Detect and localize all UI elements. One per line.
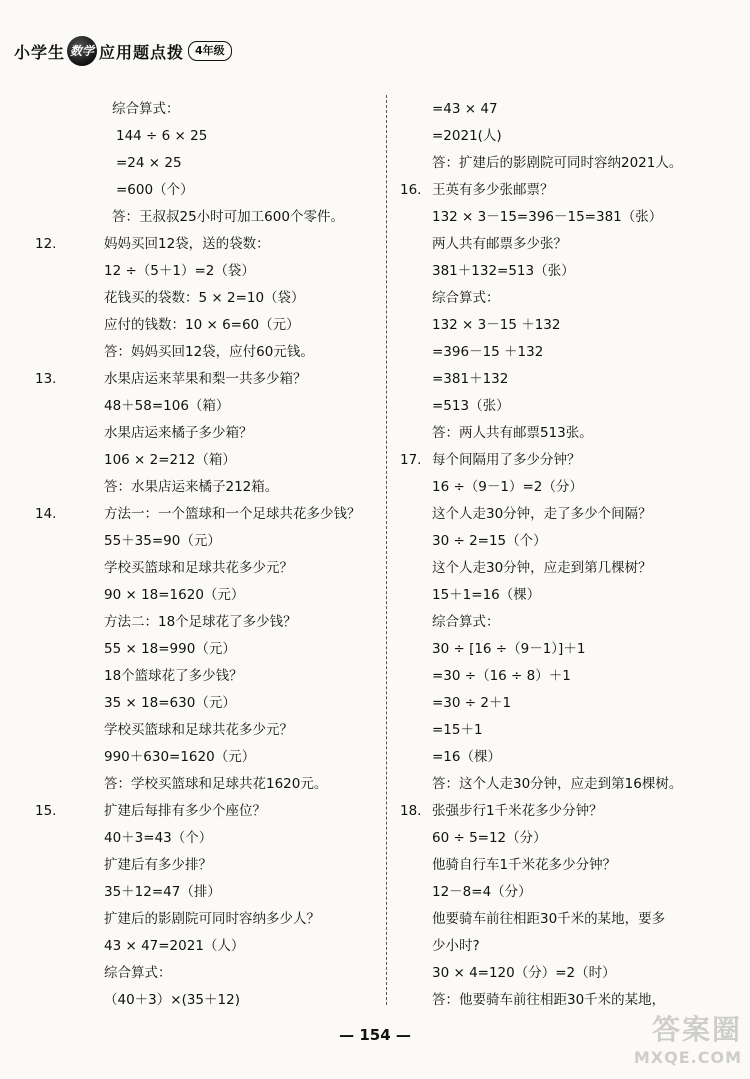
text-line <box>396 339 726 366</box>
line-text: 综合算式： <box>104 965 172 981</box>
question-number: 15. <box>35 803 57 819</box>
line-text: =513（张） <box>432 398 510 414</box>
line-text: 48＋58=106（箱） <box>104 398 230 414</box>
text-line <box>396 501 726 528</box>
line-text: 18个篮球花了多少钱？ <box>104 668 243 684</box>
line-text: 这个人走30分钟，走了多少个间隔？ <box>432 506 652 522</box>
question-number: 18. <box>400 803 422 819</box>
text-line <box>396 150 726 177</box>
line-text: 答：妈妈买回12袋，应付60元钱。 <box>104 344 314 360</box>
math-ball-icon: 数学 <box>67 36 97 66</box>
line-text: =381＋132 <box>432 371 509 387</box>
line-text: =600（个） <box>116 182 194 198</box>
grade-badge: 4年级 <box>188 41 232 61</box>
text-line <box>396 798 726 825</box>
text-line <box>396 852 726 879</box>
line-text: 12－8=4（分） <box>432 884 532 900</box>
watermark-url: MXQE.COM <box>633 1048 742 1067</box>
line-text: （40＋3）×(35＋12) <box>104 992 240 1008</box>
text-line <box>396 285 726 312</box>
text-line <box>396 717 726 744</box>
text-line <box>396 231 726 258</box>
text-line <box>70 933 410 960</box>
line-text: 40＋3=43（个） <box>104 830 213 846</box>
line-text: 学校买篮球和足球共花多少元？ <box>104 560 293 576</box>
text-line <box>70 744 410 771</box>
text-line <box>396 393 726 420</box>
text-line <box>396 447 726 474</box>
text-line <box>396 582 726 609</box>
text-line <box>396 960 726 987</box>
text-line <box>70 204 410 231</box>
text-line <box>70 555 410 582</box>
line-text: 30 ÷ [16 ÷（9－1）]＋1 <box>432 641 586 657</box>
text-line <box>70 636 410 663</box>
line-text: 扩建后每排有多少个座位？ <box>104 803 266 819</box>
line-text: 水果店运来苹果和梨一共多少箱？ <box>104 371 307 387</box>
text-line <box>70 123 410 150</box>
line-text: =24 × 25 <box>116 155 182 171</box>
text-line <box>35 366 410 393</box>
line-text: 144 ÷ 6 × 25 <box>116 128 208 144</box>
line-text: 这个人走30分钟，应走到第几棵树？ <box>432 560 652 576</box>
line-text: 少小时? <box>432 938 480 954</box>
line-text: 妈妈买回12袋，送的袋数： <box>104 236 270 252</box>
line-text: 张强步行1千米花多少分钟？ <box>432 803 603 819</box>
text-line <box>396 663 726 690</box>
left-column <box>35 96 410 1014</box>
text-line <box>70 879 410 906</box>
line-text: 990＋630=1620（元） <box>104 749 256 765</box>
text-line <box>396 771 726 798</box>
text-line <box>70 690 410 717</box>
text-line <box>35 501 410 528</box>
line-text: =30 ÷ 2＋1 <box>432 695 512 711</box>
line-text: =16（棵） <box>432 749 501 765</box>
line-text: 每个间隔用了多少分钟？ <box>432 452 581 468</box>
text-line <box>70 312 410 339</box>
text-line <box>70 825 410 852</box>
right-column <box>396 96 726 1014</box>
line-text: 学校买篮球和足球共花多少元？ <box>104 722 293 738</box>
line-text: 43 × 47=2021（人） <box>104 938 245 954</box>
line-text: 他骑自行车1千米花多少分钟？ <box>432 857 617 873</box>
line-text: 35＋12=47（排） <box>104 884 221 900</box>
line-text: 16 ÷（9－1）=2（分） <box>432 479 583 495</box>
text-line <box>396 609 726 636</box>
line-text: 132 × 3－15=396－15=381（张） <box>432 209 663 225</box>
text-line <box>396 906 726 933</box>
line-text: 扩建后的影剧院可同时容纳多少人？ <box>104 911 320 927</box>
text-line <box>70 393 410 420</box>
text-line <box>70 663 410 690</box>
line-text: 答：水果店运来橘子212箱。 <box>104 479 279 495</box>
text-line <box>396 204 726 231</box>
header-prefix: 小学生 <box>14 42 66 62</box>
text-line <box>396 690 726 717</box>
text-line <box>70 609 410 636</box>
line-text: 综合算式： <box>112 101 180 117</box>
text-line <box>70 771 410 798</box>
line-text: 两人共有邮票多少张？ <box>432 236 567 252</box>
line-text: =2021(人) <box>432 128 502 144</box>
line-text: 王英有多少张邮票？ <box>432 182 554 198</box>
text-line <box>70 717 410 744</box>
line-text: 方法二：18个足球花了多少钱？ <box>104 614 297 630</box>
text-line <box>70 582 410 609</box>
watermark-logo <box>602 1008 742 1074</box>
line-text: =30 ÷（16 ÷ 8）＋1 <box>432 668 571 684</box>
line-text: 综合算式： <box>432 614 500 630</box>
text-line <box>396 474 726 501</box>
text-line <box>70 285 410 312</box>
text-line <box>70 96 410 123</box>
line-text: 答：王叔叔25小时可加工600个零件。 <box>112 209 344 225</box>
text-line <box>70 960 410 987</box>
text-line <box>396 528 726 555</box>
text-line <box>70 852 410 879</box>
text-line <box>70 447 410 474</box>
header-suffix: 应用题点拨 <box>99 42 185 62</box>
text-line <box>70 150 410 177</box>
question-number: 14. <box>35 506 57 522</box>
line-text: 他要骑车前往相距30千米的某地，要多 <box>432 911 666 927</box>
text-line <box>70 528 410 555</box>
text-line <box>70 258 410 285</box>
line-text: 答：这个人走30分钟，应走到第16棵树。 <box>432 776 683 792</box>
line-text: 综合算式： <box>432 290 500 306</box>
line-text: 381＋132=513（张） <box>432 263 575 279</box>
line-text: 答：扩建后的影剧院可同时容纳2021人。 <box>432 155 683 171</box>
line-text: 12 ÷（5＋1）=2（袋） <box>104 263 255 279</box>
line-text: 90 × 18=1620（元） <box>104 587 245 603</box>
line-text: 答：两人共有邮票513张。 <box>432 425 593 441</box>
text-line <box>396 636 726 663</box>
text-line <box>396 312 726 339</box>
text-line <box>396 744 726 771</box>
text-line <box>396 258 726 285</box>
line-text: 55 × 18=990（元） <box>104 641 236 657</box>
watermark-text: 答案圈 <box>651 1013 742 1046</box>
line-text: =396－15 ＋132 <box>432 344 544 360</box>
line-text: 106 × 2=212（箱） <box>104 452 236 468</box>
line-text: =15＋1 <box>432 722 483 738</box>
line-text: 扩建后有多少排？ <box>104 857 212 873</box>
question-number: 17. <box>400 452 422 468</box>
line-text: 答：他要骑车前往相距30千米的某地， <box>432 992 666 1008</box>
text-line <box>35 231 410 258</box>
line-text: 答：学校买篮球和足球共花1620元。 <box>104 776 328 792</box>
line-text: =43 × 47 <box>432 101 498 117</box>
text-line <box>396 366 726 393</box>
line-text: 15＋1=16（棵） <box>432 587 541 603</box>
line-text: 35 × 18=630（元） <box>104 695 236 711</box>
line-text: 132 × 3－15 ＋132 <box>432 317 561 333</box>
text-line <box>70 906 410 933</box>
line-text: 30 × 4=120（分）=2（时） <box>432 965 616 981</box>
text-line <box>70 420 410 447</box>
text-line <box>396 933 726 960</box>
line-text: 30 ÷ 2=15（个） <box>432 533 547 549</box>
text-line <box>396 177 726 204</box>
question-number: 12. <box>35 236 57 252</box>
line-text: 方法一：一个篮球和一个足球共花多少钱？ <box>104 506 361 522</box>
line-text: 60 ÷ 5=12（分） <box>432 830 547 846</box>
question-number: 13. <box>35 371 57 387</box>
question-number: 16. <box>400 182 422 198</box>
line-text: 55＋35=90（元） <box>104 533 221 549</box>
text-line <box>396 420 726 447</box>
text-line <box>396 879 726 906</box>
line-text: 花钱买的袋数：5 × 2=10（袋） <box>104 290 305 306</box>
page-number: — 154 — <box>339 1026 411 1044</box>
book-header <box>14 34 232 68</box>
line-text: 应付的钱数：10 × 6=60（元） <box>104 317 300 333</box>
text-line <box>35 798 410 825</box>
text-line <box>70 987 410 1014</box>
text-line <box>396 123 726 150</box>
text-line <box>70 177 410 204</box>
line-text: 水果店运来橘子多少箱？ <box>104 425 253 441</box>
text-line <box>396 825 726 852</box>
text-line <box>396 555 726 582</box>
text-line <box>70 339 410 366</box>
text-line <box>70 474 410 501</box>
text-line <box>396 96 726 123</box>
